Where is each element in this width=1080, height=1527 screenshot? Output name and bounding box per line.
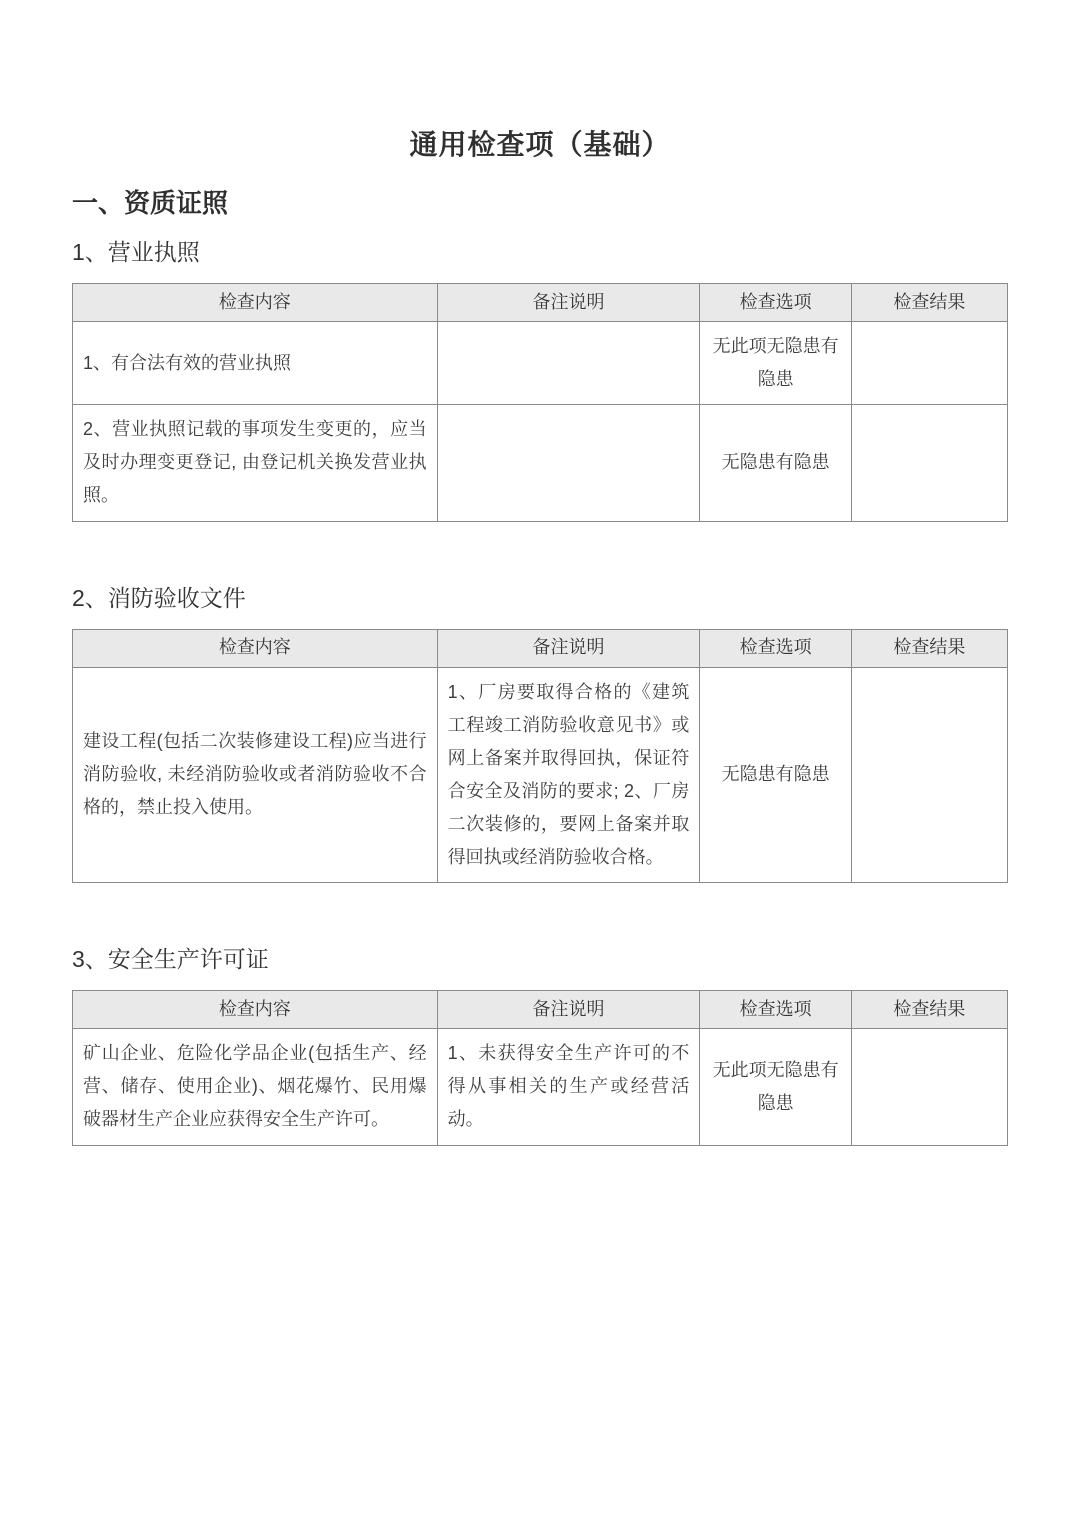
table-header-row [73, 284, 1008, 322]
column-header-check-content: 检查内容 [73, 629, 438, 667]
cell-check-content: 矿山企业、危险化学品企业(包括生产、经营、储存、使用企业)、烟花爆竹、民用爆破器材生产企业应获得安全生产许可。 [73, 1029, 438, 1145]
cell-remark [437, 322, 700, 405]
section-heading: 一、资质证照 [72, 188, 229, 218]
table-row [73, 667, 1008, 883]
cell-check-options: 无隐患有隐患 [700, 667, 851, 883]
table-header-row [73, 629, 1008, 667]
business-license-table [72, 283, 1008, 522]
table-row [73, 405, 1008, 521]
table-row [73, 1029, 1008, 1145]
column-header-check-content: 检查内容 [73, 284, 438, 322]
cell-check-options: 无隐患有隐患 [700, 405, 851, 521]
column-header-check-result: 检查结果 [851, 629, 1007, 667]
column-header-check-content: 检查内容 [73, 991, 438, 1029]
fire-acceptance-table [72, 629, 1008, 884]
table-row [73, 322, 1008, 405]
column-header-check-result: 检查结果 [851, 284, 1007, 322]
cell-remark: 1、未获得安全生产许可的不得从事相关的生产或经营活动。 [437, 1029, 700, 1145]
column-header-check-options: 检查选项 [700, 284, 851, 322]
cell-check-result [851, 405, 1007, 521]
column-header-check-options: 检查选项 [700, 629, 851, 667]
cell-remark: 1、厂房要取得合格的《建筑工程竣工消防验收意见书》或网上备案并取得回执，保证符合安全及消防的要求; 2、厂房二次装修的，要网上备案并取得回执或经消防验收合格。 [437, 667, 700, 883]
cell-check-options: 无此项无隐患有隐患 [700, 322, 851, 405]
column-header-remark: 备注说明 [437, 629, 700, 667]
cell-check-content: 建设工程(包括二次装修建设工程)应当进行消防验收, 未经消防验收或者消防验收不合格的，禁止投入使用。 [73, 667, 438, 883]
column-header-remark: 备注说明 [437, 284, 700, 322]
subsection-heading-fire-acceptance: 2、消防验收文件 [72, 584, 246, 611]
safety-production-license-table [72, 990, 1008, 1145]
cell-check-content: 2、营业执照记载的事项发生变更的，应当及时办理变更登记, 由登记机关换发营业执照。 [73, 405, 438, 521]
subsection-heading-safety-production-license: 3、安全生产许可证 [72, 946, 269, 973]
table-header-row [73, 991, 1008, 1029]
cell-check-result [851, 322, 1007, 405]
cell-check-result [851, 1029, 1007, 1145]
cell-check-result [851, 667, 1007, 883]
subsection-heading-business-license: 1、营业执照 [72, 239, 200, 265]
page-title: 通用检查项（基础） [409, 129, 671, 160]
cell-remark [437, 405, 700, 521]
cell-check-options: 无此项无隐患有隐患 [700, 1029, 851, 1145]
column-header-check-options: 检查选项 [700, 991, 851, 1029]
cell-check-content: 1、有合法有效的营业执照 [73, 322, 438, 405]
column-header-check-result: 检查结果 [851, 991, 1007, 1029]
column-header-remark: 备注说明 [437, 991, 700, 1029]
